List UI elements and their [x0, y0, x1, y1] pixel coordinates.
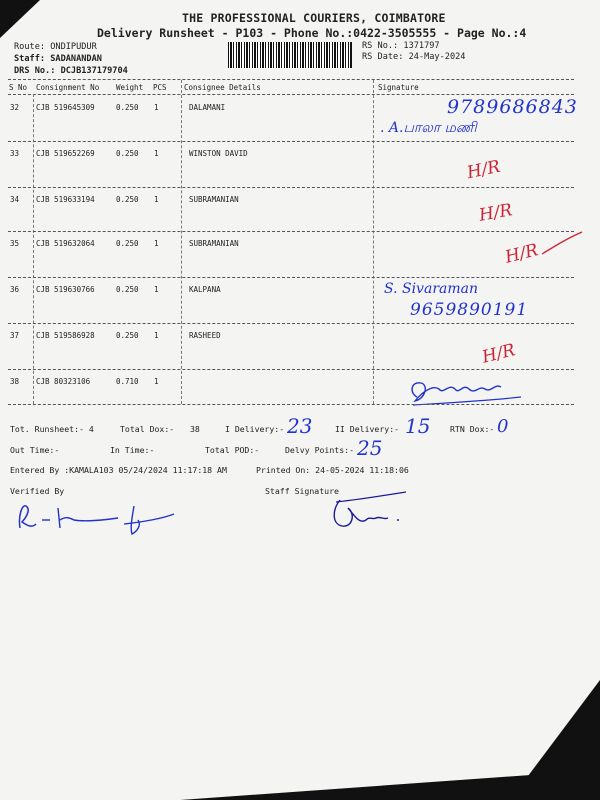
- handwritten-rtn-dox: 0: [497, 416, 509, 437]
- handwritten-mark: H/R: [503, 240, 541, 268]
- col-header-pcs: PCS: [153, 83, 167, 92]
- row-consignment-no: CJB 519633194: [36, 195, 95, 204]
- torn-edge: [180, 770, 600, 800]
- delvy-points-label: Delvy Points:-: [285, 445, 355, 455]
- handwritten-name: . A.பாலா மணி: [380, 120, 477, 136]
- company-name: THE PROFESSIONAL COURIERS, COIMBATORE: [182, 11, 446, 25]
- row-weight: 0.250: [116, 149, 139, 158]
- staff-label: Staff: SADANANDAN: [14, 54, 102, 64]
- handwritten-name: S. Sivaraman: [384, 281, 478, 297]
- row-weight: 0.250: [116, 331, 139, 340]
- row-pcs: 1: [154, 285, 159, 294]
- row-consignee: SUBRAMANIAN: [189, 239, 239, 248]
- row-rule: [8, 187, 574, 188]
- row-consignment-no: CJB 80323106: [36, 377, 91, 386]
- row-rule: [8, 277, 574, 278]
- row-weight: 0.250: [116, 195, 139, 204]
- handwritten-delvy-points: 25: [357, 436, 383, 460]
- rs-date: RS Date: 24-May-2024: [362, 52, 466, 62]
- row-consignee: KALPANA: [189, 285, 221, 294]
- pen-stroke: [540, 228, 585, 258]
- route-label: Route: ONDIPUDUR: [14, 42, 97, 52]
- row-rule: [8, 323, 574, 324]
- row-sno: 38: [10, 377, 20, 386]
- i-delivery-label: I Delivery:-: [225, 424, 285, 434]
- handwritten-phone: 9789686843: [447, 96, 578, 118]
- row-rule: [8, 141, 574, 142]
- row-pcs: 1: [154, 149, 159, 158]
- barcode-image: [228, 42, 352, 68]
- entered-by: Entered By :KAMALA103 05/24/2024 11:17:18 AM: [10, 465, 227, 475]
- total-dox-value: 38: [190, 424, 200, 434]
- row-weight: 0.250: [116, 285, 139, 294]
- row-consignment-no: CJB 519630766: [36, 285, 95, 294]
- handwritten-ii-delivery: 15: [405, 414, 431, 438]
- row-pcs: 1: [154, 331, 159, 340]
- torn-corner: [0, 0, 40, 38]
- rtn-dox-label: RTN Dox:-: [450, 424, 495, 434]
- row-sno: 36: [10, 285, 20, 294]
- ii-delivery-label: II Delivery:-: [335, 424, 400, 434]
- printed-on: Printed On: 24-05-2024 11:18:06: [256, 465, 409, 475]
- total-dox-label: Total Dox:-: [120, 424, 175, 434]
- row-pcs: 1: [154, 103, 159, 112]
- row-consignee: DALAMANI: [189, 103, 226, 112]
- row-weight: 0.250: [116, 103, 139, 112]
- row-consignment-no: CJB 519645309: [36, 103, 95, 112]
- consignee-signature: [405, 375, 525, 407]
- handwritten-mark: H/R: [480, 340, 518, 368]
- verifier-signature: [14, 498, 179, 543]
- row-sno: 37: [10, 331, 20, 340]
- row-pcs: 1: [154, 195, 159, 204]
- row-weight: 0.250: [116, 239, 139, 248]
- row-sno: 34: [10, 195, 20, 204]
- row-weight: 0.710: [116, 377, 139, 386]
- row-consignee: WINSTON DAVID: [189, 149, 248, 158]
- verified-by-label: Verified By: [10, 486, 65, 496]
- row-sno: 35: [10, 239, 20, 248]
- col-header-consignment: Consignment No: [36, 83, 100, 92]
- table-bottom-rule: [8, 404, 574, 405]
- staff-signature: [326, 490, 411, 535]
- rs-number: RS No.: 1371797: [362, 41, 440, 51]
- total-pod: Total POD:-: [205, 445, 260, 455]
- row-sno: 32: [10, 103, 20, 112]
- in-time: In Time:-: [110, 445, 155, 455]
- handwritten-mark: H/R: [465, 156, 503, 184]
- row-rule: [8, 231, 574, 232]
- col-header-signature: Signature: [378, 83, 419, 92]
- staff-signature-label: Staff Signature: [265, 486, 339, 496]
- row-consignment-no: CJB 519632064: [36, 239, 95, 248]
- row-consignment-no: CJB 519586928: [36, 331, 95, 340]
- out-time: Out Time:-: [10, 445, 60, 455]
- row-consignment-no: CJB 519652269: [36, 149, 95, 158]
- table-header-rule: [8, 94, 574, 95]
- row-consignee: SUBRAMANIAN: [189, 195, 239, 204]
- drs-number: DRS No.: DCJB137179704: [14, 66, 128, 76]
- table-top-rule: [8, 79, 574, 80]
- row-pcs: 1: [154, 377, 159, 386]
- col-header-sno: S No: [9, 83, 28, 92]
- row-pcs: 1: [154, 239, 159, 248]
- handwritten-mark: H/R: [477, 200, 514, 226]
- row-consignee: RASHEED: [189, 331, 221, 340]
- row-sno: 33: [10, 149, 20, 158]
- col-header-weight: Weight: [116, 83, 144, 92]
- row-rule: [8, 369, 574, 370]
- handwritten-i-delivery: 23: [287, 414, 313, 438]
- col-header-consignee: Consignee Details: [184, 83, 261, 92]
- runsheet-title: Delivery Runsheet - P103 - Phone No.:0422-3505555 - Page No.:4: [97, 26, 527, 40]
- column-divider: [181, 80, 182, 404]
- handwritten-phone: 9659890191: [410, 300, 529, 320]
- total-runsheet: Tot. Runsheet:- 4: [10, 424, 94, 434]
- column-divider: [373, 80, 374, 404]
